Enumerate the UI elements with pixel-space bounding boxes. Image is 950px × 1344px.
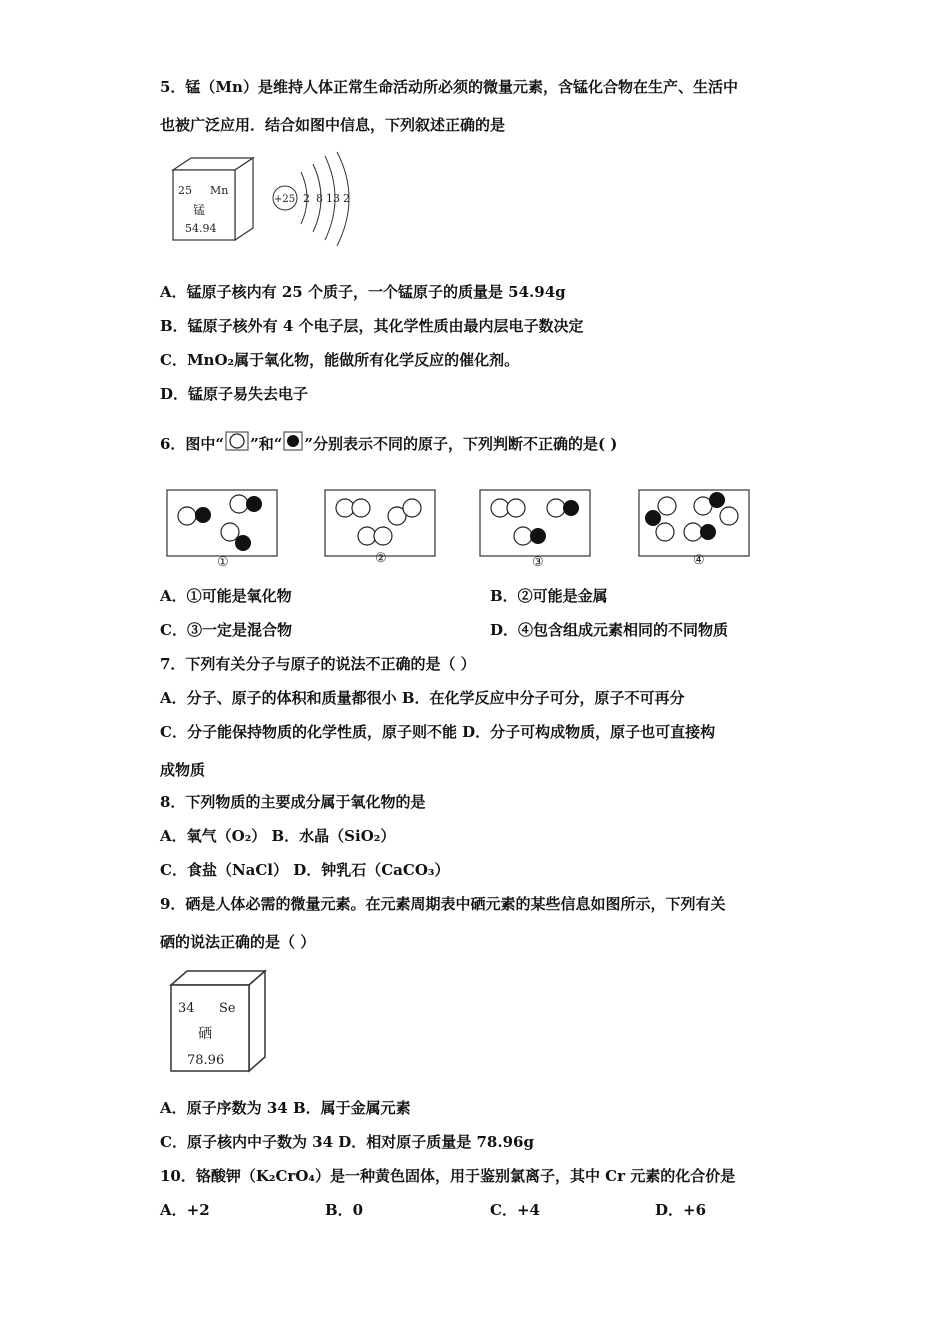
mn-atomic-number: 25 [178, 184, 192, 197]
se-symbol: Se [219, 1001, 236, 1016]
q6-box-2 [323, 488, 438, 568]
q6-box-2-label: ② [375, 551, 387, 566]
q7-options-line-3: 成物质 [160, 761, 206, 779]
q5-option-c: C．MnO₂属于氧化物，能做所有化学反应的催化剂。 [160, 351, 520, 369]
q9-options-line-1: A．原子序数为 34 B．属于金属元素 [160, 1099, 411, 1117]
q6-option-a: A．①可能是氧化物 [160, 587, 292, 605]
q7-options-line-2: C．分子能保持物质的化学性质，原子则不能 D．分子可构成物质，原子也可直接构 [160, 723, 716, 741]
q6-option-d: D．④包含组成元素相同的不同物质 [490, 621, 729, 639]
q10-option-d: D．+6 [655, 1201, 707, 1219]
mn-mass: 54.94 [185, 222, 217, 235]
q6-box-1 [165, 488, 280, 568]
q6-stem-mid: ”和“ [250, 435, 283, 453]
q8-stem: 8．下列物质的主要成分属于氧化物的是 [160, 793, 426, 811]
se-name: 硒 [198, 1026, 212, 1042]
q6-box-3 [478, 488, 593, 568]
mn-shell-4: 2 [343, 192, 350, 205]
q6-stem-post: ”分别表示不同的原子，下列判断不正确的是( ) [304, 435, 618, 453]
q6-box-4-label: ④ [693, 553, 705, 568]
mn-shell-3: 13 [326, 192, 340, 205]
mn-shell-2: 8 [316, 192, 323, 205]
q5-stem-line-1: 5．锰（Mn）是维持人体正常生命活动所必须的微量元素，含锰化合物在生产、生活中 [160, 78, 738, 96]
mn-element-figure [165, 150, 365, 250]
se-element-figure [165, 965, 275, 1077]
q6-box-1-label: ① [217, 555, 229, 568]
q9-options-line-2: C．原子核内中子数为 34 D．相对原子质量是 78.96g [160, 1133, 534, 1151]
mn-symbol: Mn [210, 184, 229, 197]
se-atomic-number: 34 [178, 1001, 195, 1016]
q10-option-b: B．0 [325, 1201, 364, 1219]
q10-stem: 10．铬酸钾（K₂CrO₄）是一种黄色固体，用于鉴别氯离子，其中 Cr 元素的化合价是 [160, 1167, 736, 1185]
q10-option-a: A．+2 [160, 1201, 210, 1219]
q6-option-b: B．②可能是金属 [490, 587, 608, 605]
q8-options-line-2: C．食盐（NaCl） D．钟乳石（CaCO₃） [160, 861, 450, 879]
white-atom-icon [224, 430, 250, 452]
q6-option-c: C．③一定是混合物 [160, 621, 292, 639]
q5-option-b: B．锰原子核外有 4 个电子层，其化学性质由最内层电子数决定 [160, 317, 584, 335]
q6-stem-pre: 6．图中“ [160, 435, 225, 453]
se-mass: 78.96 [187, 1053, 225, 1068]
black-atom-icon [282, 430, 304, 452]
q7-stem: 7．下列有关分子与原子的说法不正确的是（ ） [160, 655, 476, 673]
q10-option-c: C．+4 [490, 1201, 540, 1219]
q9-stem-line-1: 9．硒是人体必需的微量元素。在元素周期表中硒元素的某些信息如图所示，下列有关 [160, 895, 726, 913]
q6-stem [160, 430, 617, 454]
mn-nucleus-charge: +25 [274, 194, 296, 205]
q9-stem-line-2: 硒的说法正确的是（ ） [160, 933, 316, 951]
q6-box-4 [637, 488, 752, 568]
q5-stem-line-2: 也被广泛应用．结合如图中信息，下列叙述正确的是 [160, 116, 506, 134]
q5-option-a: A．锰原子核内有 25 个质子，一个锰原子的质量是 54.94g [160, 283, 566, 301]
q5-option-d: D．锰原子易失去电子 [160, 385, 309, 403]
mn-shell-1: 2 [303, 192, 310, 205]
mn-name: 锰 [193, 203, 206, 217]
q7-options-line-1: A．分子、原子的体积和质量都很小 B．在化学反应中分子可分，原子不可再分 [160, 689, 685, 707]
q8-options-line-1: A．氧气（O₂） B．水晶（SiO₂） [160, 827, 396, 845]
q6-box-3-label: ③ [532, 555, 544, 568]
